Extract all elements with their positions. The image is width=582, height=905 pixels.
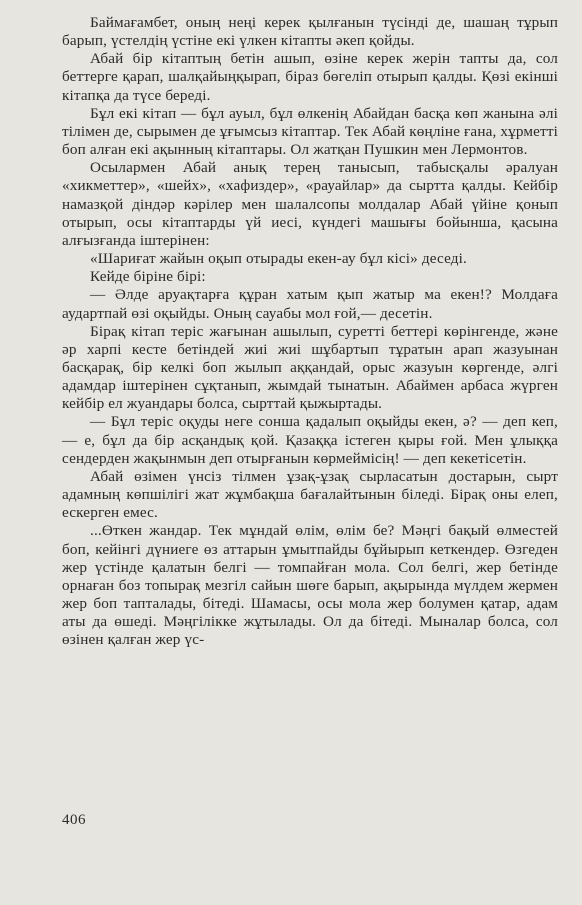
- page-number: 406: [62, 812, 86, 828]
- paragraph: «Шариғат жайын оқып отырады екен-ау бұл кісі» деседі.: [90, 250, 467, 268]
- page-text: [62, 14, 558, 649]
- paragraph: Осылармен Абай анық терең танысып, табысқалы әралуан «хикметтер», «шейх», «хафиздер», «рауайлар» да сыртта қалды. Кейбір намазқой діндәр кәрілер мен шалалсопы молдалар Абай үйіне қонып отырып, осы кітаптарды үй иесі, күндегі машығы бойынша, қасына алғызғанда іштерінен:: [62, 159, 558, 249]
- paragraph: Абай бір кітаптың бетін ашып, өзіне керек жерін тапты да, сол беттерге қарап, шалқайыңқырап, біраз бөгеліп отырып қалды. Қөзі екінші кітапқа да түсе береді.: [62, 50, 558, 104]
- paragraph: — Әлде аруақтарға құран хатым қып жатыр ма екен!? Молдаға аудартпай өзі оқыйды. Оның сауабы мол ғой,— десетін.: [62, 286, 558, 322]
- paragraph: ...Өткен жандар. Тек мұндай өлім, өлім бе? Мәңгі бақый өлместей боп, кейінгі дүниеге өз аттарын ұмытпайды бұйырып кеткендер. Өзгеден жер үстінде қалатын белгі — томпайған мола. Сол белгі, жер бетінде орнаған боз топырақ мезгіл сайын шөге барып, ақырында мүлдем жермен жер боп тапталады, бітеді. Шамасы, осы мола жер болумен қатар, адам аты да өшеді. Мәңгілікке жұтылады. Ол да бітеді. Мыналар болса, сол өзінен қалған жер үс-: [62, 522, 558, 649]
- paragraph: Бұл екі кітап — бұл ауыл, бұл өлкенің Абайдан басқа көп жанына әлі тілімен де, сырымен де ұғымсыз кітаптар. Тек Абай көңліне ғана, хұрметті боп алған екі ақынның кітаптары. Ол жатқан Пушкин мен Лермонтов.: [62, 104, 558, 159]
- paragraph: Бірақ кітап теріс жағынан ашылып, суретті беттері көрінгенде, және әр харпі кесте бетіндей жиі жиі шұбартып тұратын арап жазуынан басқарақ, бір келкі боп жылып аққандай, орыс жазуын көргенде, әлгі адамдар іштерінен сұқтанып, жымдай тынатын. Абаймен арбаса жүрген кейбір ел жуандары болса, сырттай қыжыртады.: [62, 322, 558, 413]
- paragraph: Абай өзімен үнсіз тілмен ұзақ-ұзақ сырласатын достарын, сырт адамның көпшілігі жат жұмбақша бағалайтынын біледі. Бірақ оны елеп, ескерген емес.: [62, 467, 558, 522]
- paragraph: Баймағамбет, оның неңі керек қылғанын түсінді де, шашаң тұрып барып, үстелдің үстіне екі үлкен кітапты әкеп қойды.: [62, 14, 558, 50]
- paragraph: — Бұл теріс оқуды неге сонша қадалып оқыйды екен, ә? — деп кеп, — е, бұл да бір асқандық қой. Қазаққа істеген қыры ғой. Мен ұлыққа сендерден жақынмын деп отырғанын көрмеймісің! — деп кекетісетін.: [62, 413, 558, 467]
- paragraph: Кейде біріне бірі:: [90, 268, 206, 286]
